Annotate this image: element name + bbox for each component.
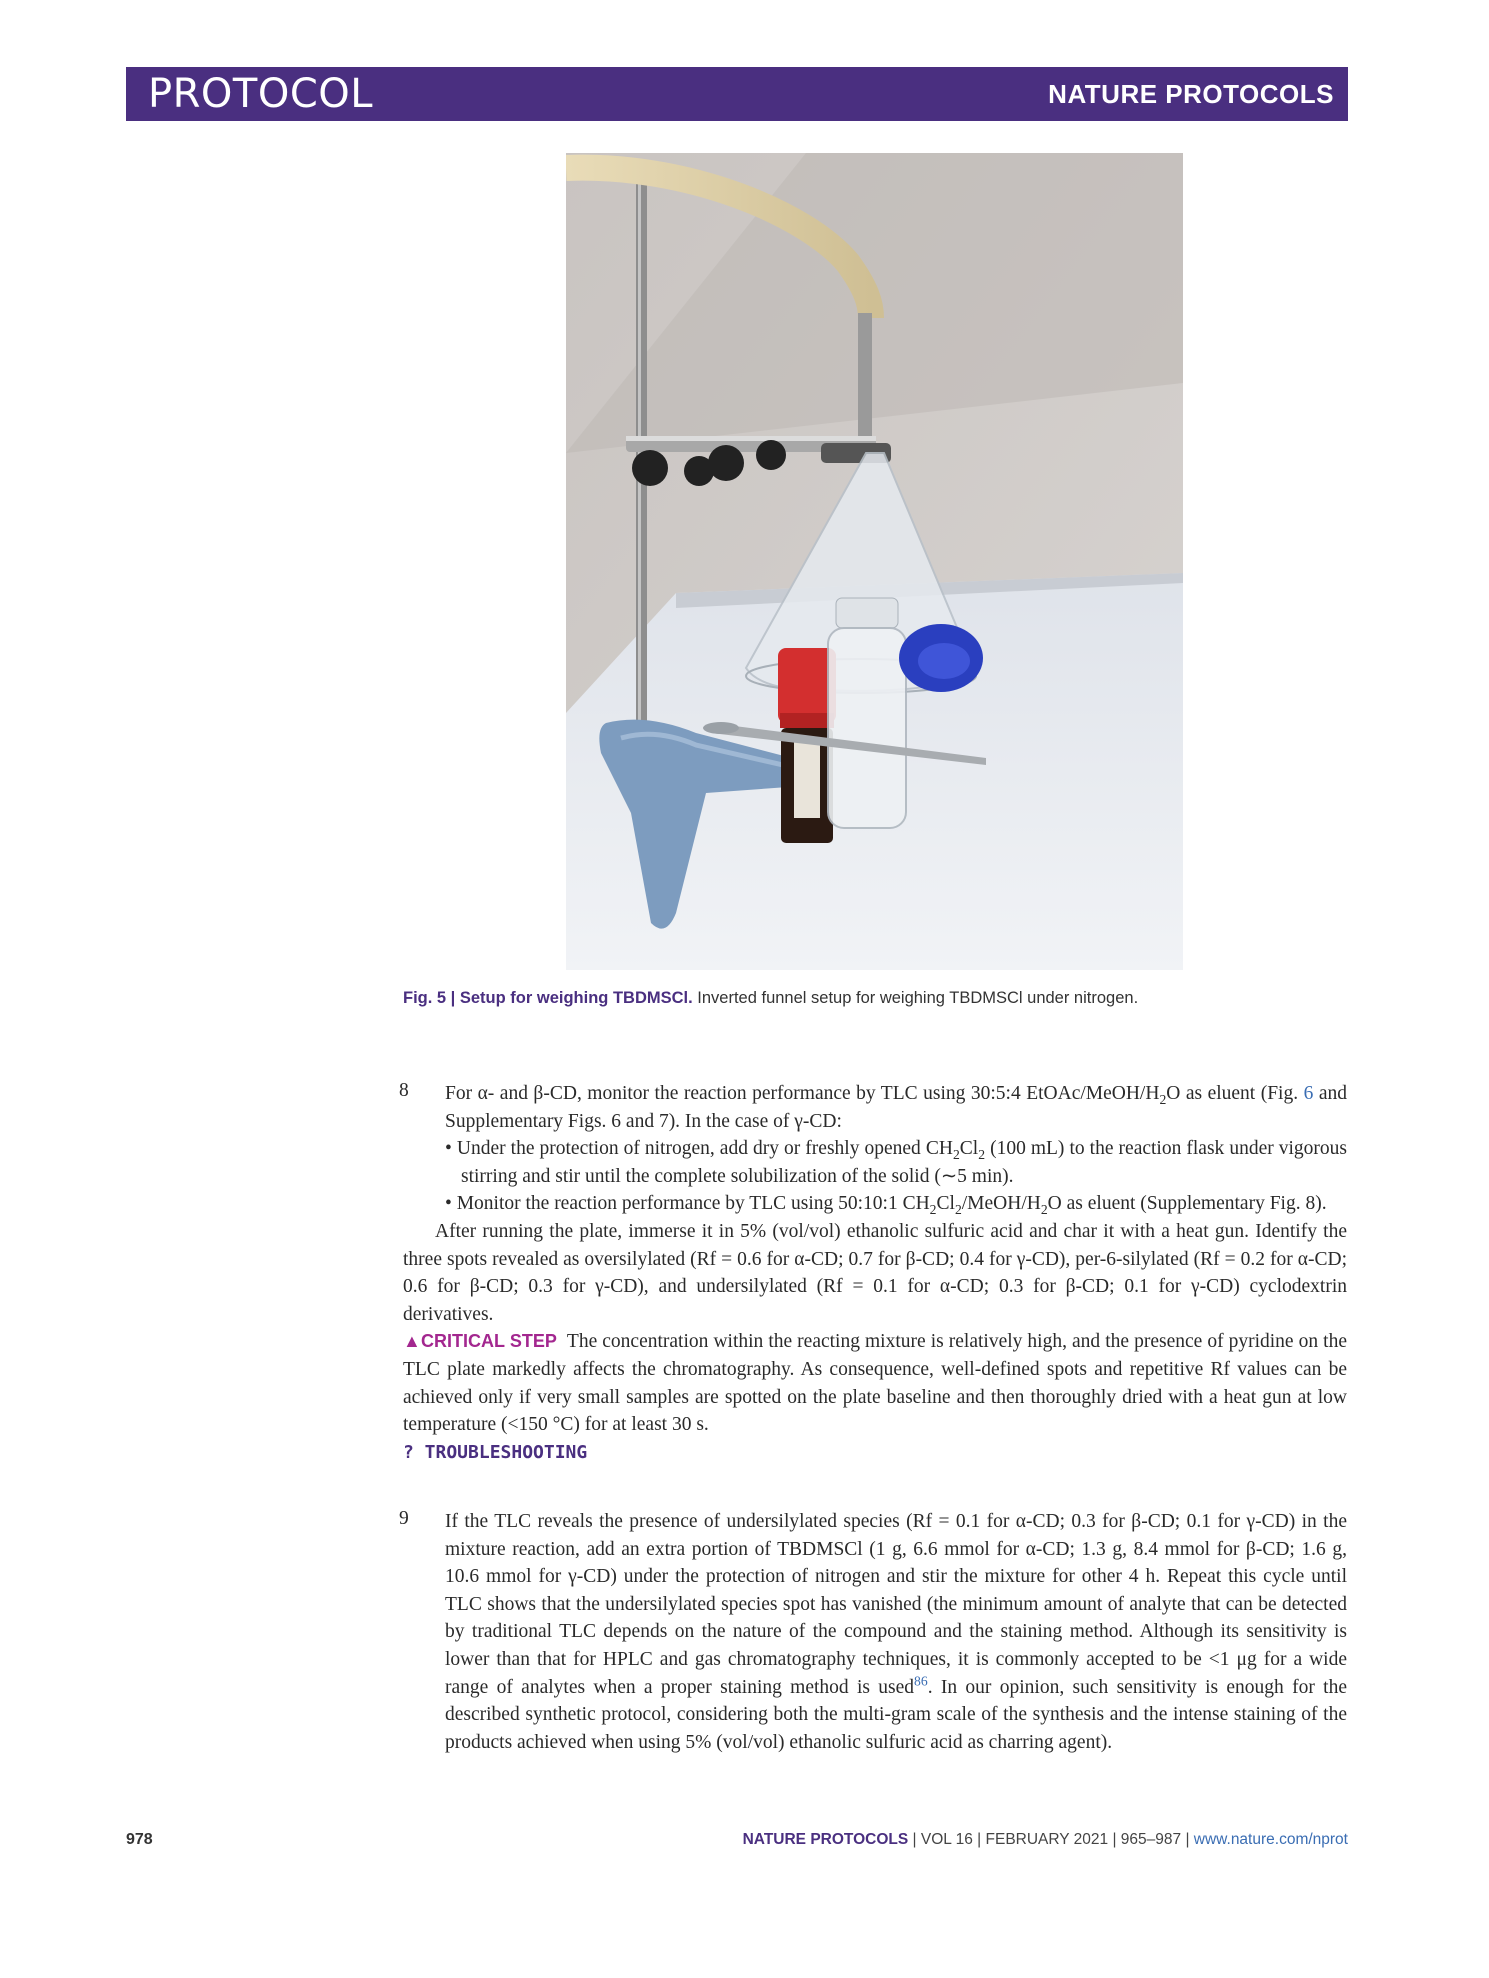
step-number-9: 9: [399, 1508, 409, 1529]
step-9: If the TLC reveals the presence of undersilylated species (Rf = 0.1 for α-CD; 0.3 for β-CD; 0.1 for γ-CD) in the mixture reaction, add an extra portion of TBDMSCl (1 g, 6.6 mmol for α-CD; 1.3 g, 8.4 mmol for β-CD; 1.6 g, 10.6 mmol for γ-CD) under the protection of nitrogen and stir the mixture for other 4 h. Repeat this cycle until TLC shows that the undersilylated species spot has vanished (the minimum amount of analyte that can be detected by traditional TLC depends on the nature of the compound and the staining method. Although its sensitivity is lower than that for HPLC and gas chromatography techniques, it is commonly accepted to be <1 μg for a wide range of analytes when a proper staining method is used$^{86}$. In our opinion, such sensitivity is enough for the described synthetic protocol, considering both the multi-gram scale of the synthesis and the intense staining of the products achieved when using 5% (vol/vol) ethanolic sulfuric acid as charring agent).: [445, 1511, 1347, 1753]
step-8-intro: For α- and β-CD, monitor the reaction performance by TLC using 30:5:4 EtOAc/$MeOH/H_2O$ as eluent (Fig. 6 and Supplementary Figs. 6 and 7). In the case of γ-CD:: [445, 1083, 1347, 1132]
critical-step-text: The concentration within the reacting mixture is relatively high, and the presence of pyridine on the TLC plate markedly affects the chromatography. As consequence, well-defined spots and repetitive Rf values can be achieved only if very small samples are spotted on the plate baseline and then thoroughly dried with a heat gun at low temperature (<150 °C) for at least 30 s.: [403, 1331, 1347, 1436]
step-8-paragraph-2: After running the plate, immerse it in 5% (vol/vol) ethanolic sulfuric acid and char it with a heat gun. Identify the three spots revealed as oversilylated (Rf = 0.6 for α-CD; 0.7 for β-CD; 0.4 for γ-CD), per-6-silylated (Rf = 0.2 for α-CD; 0.6 for β-CD; 0.3 for γ-CD), and undersilylated (Rf = 0.1 for α-CD; 0.3 for β-CD; 0.1 for γ-CD) cyclodextrin derivatives.: [403, 1220, 1347, 1325]
figure-caption: [403, 989, 1138, 1008]
page-number: 978: [126, 1831, 153, 1848]
step-8-bullet-1: • Under the protection of nitrogen, add dry or freshly opened $CH_2Cl_2$ (100 mL) to the reaction flask under vigorous stirring and stir until the complete solubilization of the solid (∼5 min).: [445, 1138, 1348, 1187]
footer-pages: 965–987: [1120, 1831, 1182, 1848]
footer-volume: VOL 16: [920, 1831, 973, 1848]
footer-url[interactable]: www.nature.com/nprot: [1193, 1831, 1348, 1848]
step-number-8: 8: [399, 1080, 409, 1101]
figure-label: Fig. 5 | Setup for weighing TBDMSCl.: [403, 989, 693, 1007]
step-8: [403, 1080, 1347, 1466]
figure-photo: [566, 153, 1183, 970]
section-label: PROTOCOL: [148, 71, 374, 117]
page-footer: NATURE PROTOCOLS | VOL 16 | FEBRUARY 2021 | 965–987 | www.nature.com/nprot: [742, 1831, 1348, 1848]
reference-86[interactable]: 86: [914, 1673, 928, 1689]
footer-journal: NATURE PROTOCOLS: [742, 1831, 909, 1848]
journal-name: NATURE PROTOCOLS: [1048, 79, 1334, 109]
page-header: [126, 67, 1348, 121]
troubleshooting-link[interactable]: ? TROUBLESHOOTING: [403, 1441, 588, 1463]
critical-step-label: ▲CRITICAL STEP: [403, 1331, 557, 1352]
footer-date: FEBRUARY 2021: [985, 1831, 1109, 1848]
figure-text: Inverted funnel setup for weighing TBDMSCl under nitrogen.: [692, 989, 1139, 1007]
critical-step: [403, 1328, 1347, 1438]
fig-6-link[interactable]: 6: [1303, 1083, 1314, 1104]
step-8-bullet-2: • Monitor the reaction performance by TLC using 50:10:1 $CH_2Cl_2/MeOH/H_2O$ as eluent (Supplementary Fig. 8).: [445, 1193, 1327, 1218]
